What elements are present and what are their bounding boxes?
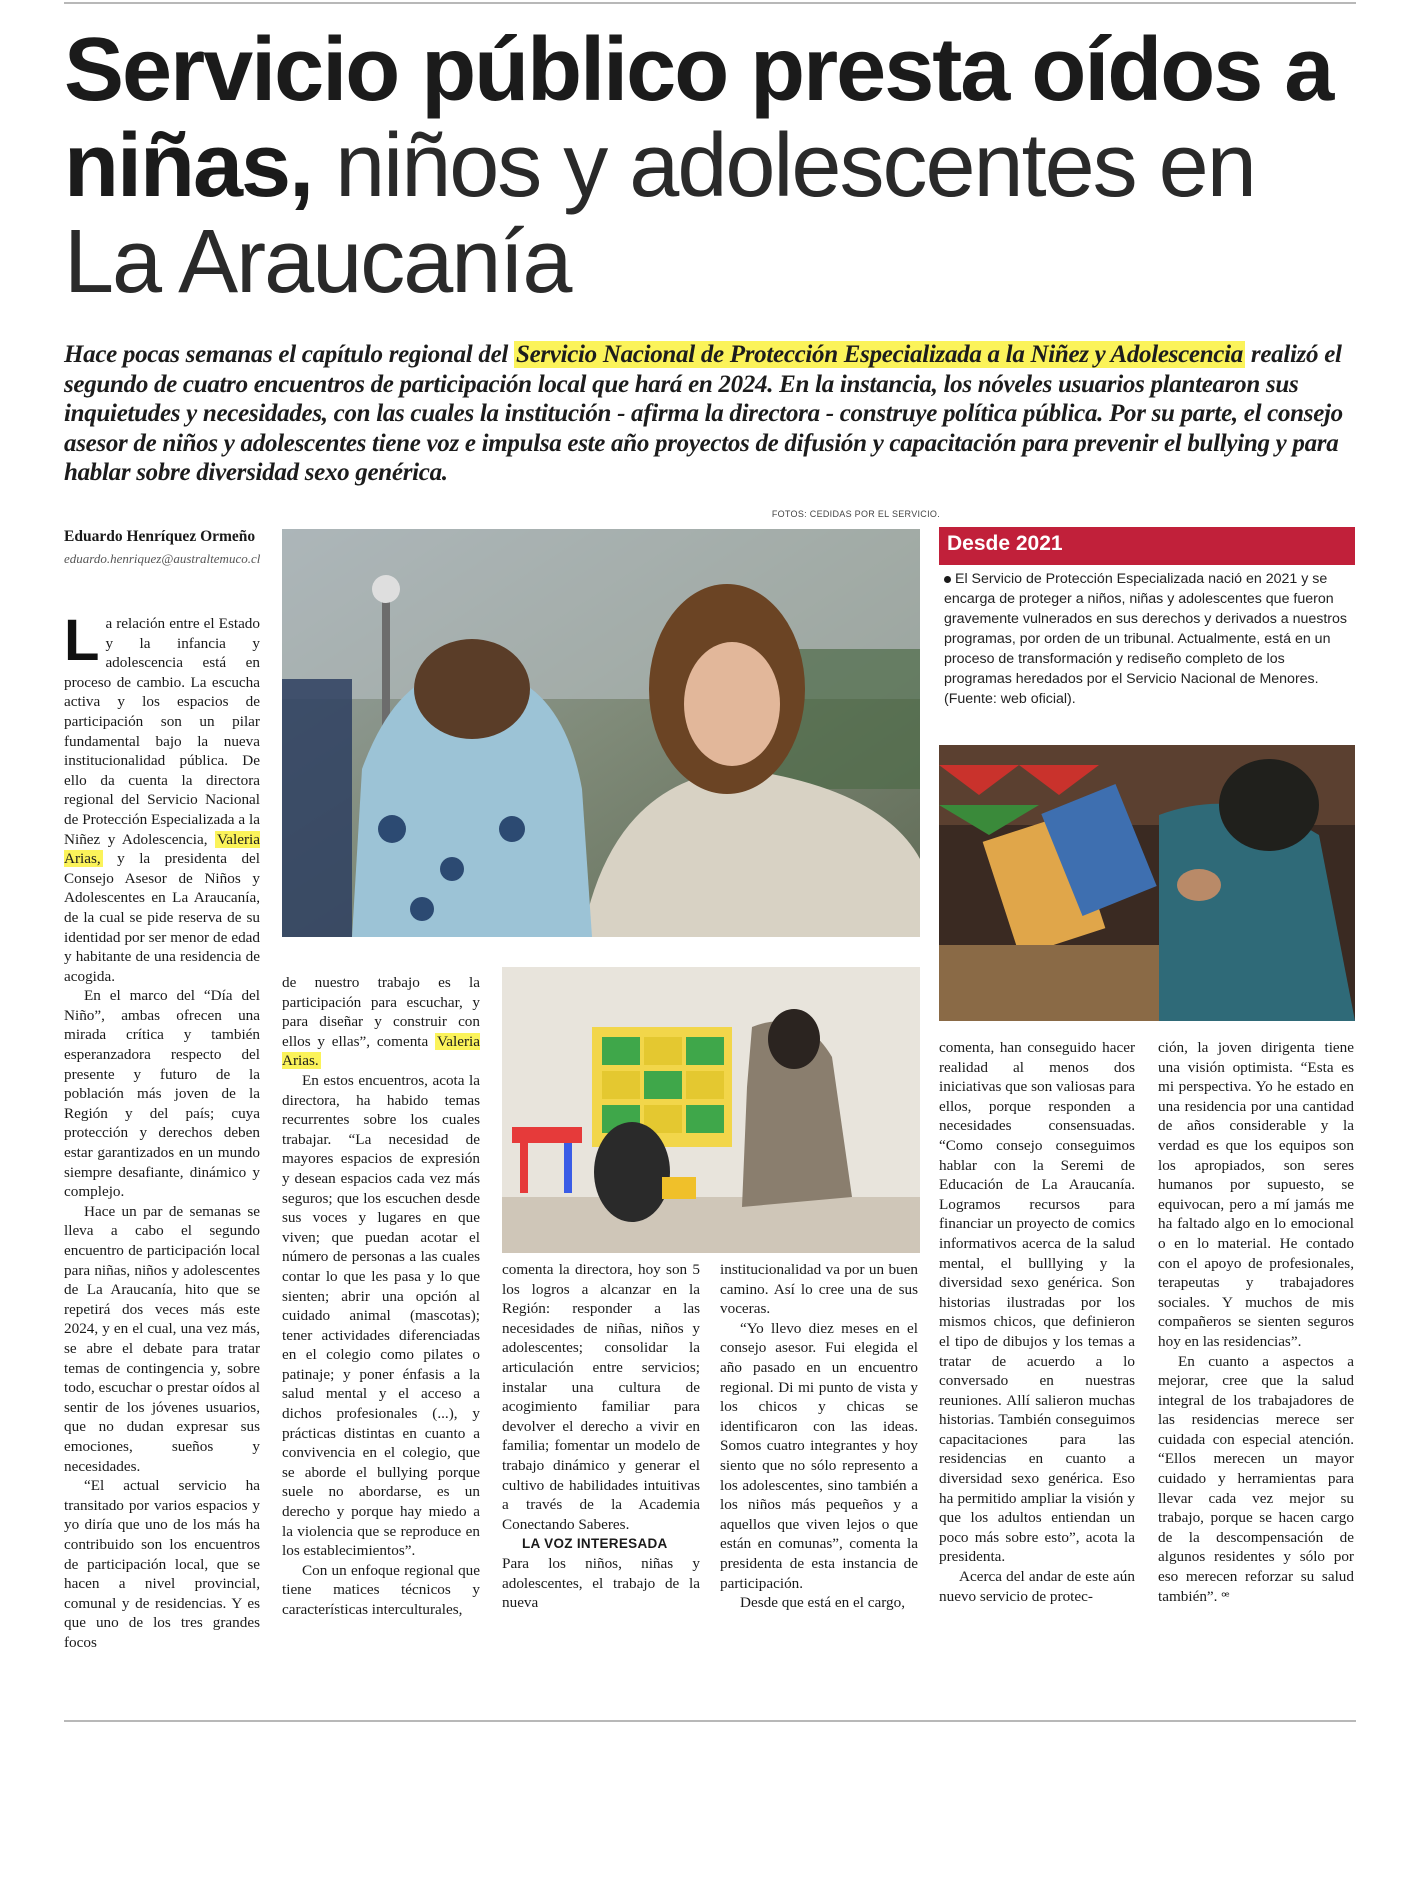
name-highlight: Valeria Arias, <box>64 830 260 868</box>
paragraph: Para los niños, niñas y adolescentes, el trabajo de la nueva <box>502 1554 700 1612</box>
byline-author: Eduardo Henríquez Ormeño <box>64 528 256 545</box>
text-column-5 <box>939 1038 1135 1606</box>
paragraph: Hace un par de semanas se lleva a cabo el segundo encuentro de participación local para niñas, niños y adolescentes de La Araucanía, hito que se repetirá dos veces más este 2024, y en el cual, una vez más, se abre el debate para tratar temas de contingencia y, sobre todo, escuchar o prestar oídos al sentir de los jóvenes usuarios, que no dudan expresar sus emociones, sueños y necesidades. <box>64 1202 260 1475</box>
text-column-2 <box>282 973 480 1620</box>
paragraph: En el marco del “Día del Niño”, ambas ofrecen una mirada crítica y también esperanzadora respecto del presente y futuro de la población más joven de la Región y del país; cuya protección y derechos deben estar garantizados en un mundo siempre desafiante, dinámico y complejo. <box>64 987 260 1201</box>
paragraph-text: En cuanto a aspectos a mejorar, cree que la salud integral de los trabajadores de las residencias merece ser cuidada con especial atención. “Ellos merecen un mayor cuidado y herramientas para llevar cada vez mejor su trabajo, porque se hacen cargo de la descompensación de algunos residentes y sólo por eso merecen reforzar su salud también”. <box>1158 1352 1354 1605</box>
paragraph <box>282 973 480 1071</box>
lede <box>64 340 1364 488</box>
paragraph <box>64 608 261 986</box>
bottom-rule <box>64 1720 1356 1722</box>
headline-bold: Servicio público presta oídos a niñas, <box>64 20 1333 216</box>
woman-holding-baby-photo <box>282 529 920 937</box>
sidebar-header <box>939 527 1355 565</box>
paragraph-text: a relación entre el Estado y la infancia y adolescencia está en proceso de cambio. La escucha activa y los espacios de participación son un pilar fundamental bajo la nueva institucionalidad pública. De ello da cuenta la directora regional del Servicio Nacional de Protección Especializada a la Niñez y Adolescencia, <box>64 615 260 848</box>
text-column-6 <box>1158 1038 1354 1607</box>
drop-cap: L <box>64 608 100 673</box>
paragraph: “Yo llevo diez meses en el consejo asesor. Fui elegida el año pasado en un encuentro regional. Di mi punto de vista y los chicos y chicas se identificaron con las ideas. Somos cuatro integrantes y hoy siento que no sólo represento a los adolescentes, sino también a los niños más pequeños y a aquellos que viven lejos o que están en comunas”, comenta la presidenta de esta instancia de participación. <box>720 1319 918 1592</box>
photo-credit: FOTOS: CEDIDAS POR EL SERVICIO. <box>771 509 940 519</box>
name-highlight: Valeria Arias. <box>282 1032 481 1070</box>
paragraph: Acerca del andar de este aún nuevo servicio de protec- <box>939 1568 1135 1605</box>
boy-reading-comic-photo <box>939 745 1355 1021</box>
paragraph: Con un enfoque regional que tiene matices técnicos y características interculturales, <box>282 1561 480 1618</box>
lede-highlight: Servicio Nacional de Protección Especializada a la Niñez y Adolescencia <box>515 341 1243 368</box>
byline-email[interactable]: eduardo.henriquez@australtemuco.cl <box>64 551 261 566</box>
sidebar-title: Desde 2021 <box>947 532 1063 555</box>
bullet-icon <box>944 576 951 583</box>
paragraph <box>1158 1352 1354 1608</box>
end-mark-icon: ꟹ <box>1221 1589 1230 1605</box>
sidebar-body: El Servicio de Protección Especializada nació en 2021 y se encarga de proteger a niños, niñas y adolescentes que fueron gravemente vulnerados en sus derechos y derivados a nuestros programas, por orden de un tribunal. Actualmente, está en un proceso de transformación y rediseño completo de los programas heredados por el Servicio Nacional de Menores. (Fuente: web oficial). <box>944 571 1347 707</box>
sidebar-text <box>944 569 1348 709</box>
paragraph: “El actual servicio ha transitado por varios espacios y yo diría que uno de los más ha contribuido son los encuentros de participación local, que se hacen a nivel provincial, comunal y de residencias. Y es que uno de los tres grandes focos <box>64 1477 260 1651</box>
text-column-3 <box>502 1260 700 1613</box>
headline-light: niños y adolescentes en La Araucanía <box>64 116 1255 312</box>
text-column-4 <box>720 1260 918 1613</box>
paragraph-text: y la presidenta del Consejo Asesor de Niños y Adolescentes en La Araucanía, de la cual se pide reserva de su identidad por ser menor de edad y habitante de una residencia de acogida. <box>64 850 261 985</box>
paragraph: Desde que está en el cargo, <box>740 1594 906 1612</box>
paragraph: comenta, han conseguido hacer realidad al menos dos iniciativas que son valiosas para ellos, porque responden a necesidades consensuadas. “Como consejo conseguimos hablar con la Seremi de Educación de La Araucanía. Logramos recursos para financiar un proyecto de comics informativos acerca de la salud mental, el bulllying y la diversidad sexo genérica. Son historias ilustradas por los mismos chicos, que definieron el tipo de dibujos y los temas a tratar de acuerdo a lo conversado en nuestras reuniones. Allí salieron muchas historias. También conseguimos capacitaciones para las residencias en cuanto a diversidad sexo genérica. Eso ha permitido ampliar la visión y que los adultos entiendan un poco más sobre esto”, acota la presidenta. <box>939 1039 1135 1566</box>
paragraph: institucionalidad va por un buen camino. Así lo cree una de sus voceras. <box>720 1261 918 1318</box>
paragraph: ción, la joven dirigenta tiene una visión optimista. “Esta es mi perspectiva. Yo he estado en una residencia por una cantidad de años considerable y la verdad es que los equipos son los apropiados, son seres humanos por supuesto, se equivocan, pero a mí jamás me ha faltado algo en lo emocional o en lo material. He contado con el apoyo de profesionales, terapeutas y trabajadores sociales. Y muchos de mis compañeros se sienten seguros hoy en las residencias”. <box>1158 1039 1354 1350</box>
headline <box>64 22 1354 310</box>
paragraph: comenta la directora, hoy son 5 los logros a alcanzar en la Región: responder a las necesidades de niñas, niños y adolescentes; consolidar la articulación entre servicios; instalar una cultura de acogimiento familiar para devolver el derecho a vivir en familia; fomentar un modelo de trabajo dinámico y generar el cultivo de habilidades intuitivas a través de la Academia Conectando Saberes. <box>502 1261 700 1533</box>
subheading: LA VOZ INTERESADA <box>522 1536 668 1552</box>
paragraph: En estos encuentros, acota la directora, ha habido temas recurrentes sobre los cuales trabajar. “La necesidad de mayores espacios de expresión y desean espacios cada vez más seguros; que los escuchen desde sus voces y lugares en que viven; que puedan acotar el número de personas a las cuales contar lo que les pasa y lo que sienten; abrir una opción al cuidado animal (mascotas); tener actividades diferenciadas en el colegio como pilates o patinaje; y poner énfasis a la salud mental y el acceso a dichos profesionales (...), y prácticas distintas en cuanto a convivencia en el colegio, que se aborde el bullying porque suele no abordarse, es un derecho y porque hay miedo a la violencia que se reproduce en los establecimientos”. <box>282 1071 480 1560</box>
lede-rest: realizó el segundo de cuatro encuentros de participación local que hará en 2024. En la instancia, los nóveles usuarios plantearon sus inquietudes y necesidades, con las cuales la institución - afirma la directora - construye política pública. Por su parte, el consejo asesor de niños y adolescentes tiene voz e impulsa este año proyectos de difusión y capacitación para prevenir el bullying y para hablar sobre diversidad sexo genérica. <box>64 341 1343 486</box>
top-rule <box>64 2 1356 4</box>
paragraph-text: de nuestro trabajo es la participación para escuchar, y para diseñar y construir con ellos y ellas”, comenta <box>282 974 480 1050</box>
text-column-1 <box>64 608 261 1652</box>
children-playroom-photo <box>502 967 920 1253</box>
lede-start: Hace pocas semanas el capítulo regional del <box>64 341 509 368</box>
